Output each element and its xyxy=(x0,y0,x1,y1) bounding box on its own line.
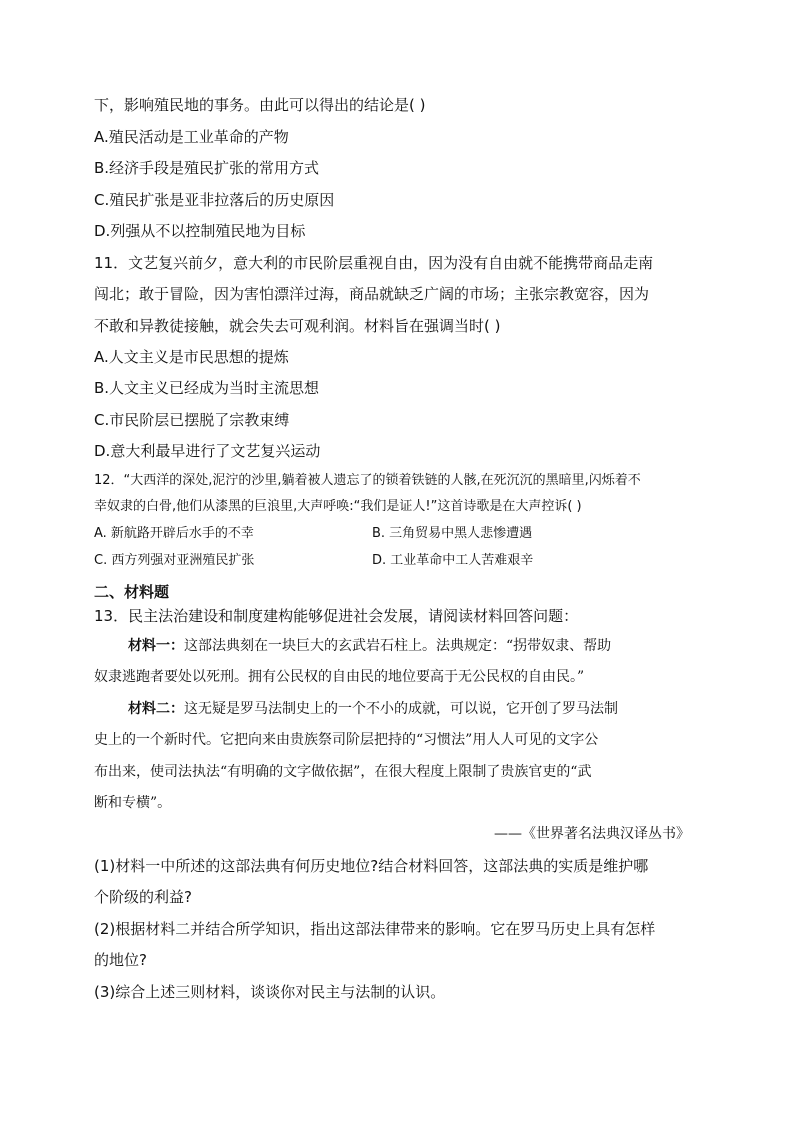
q12-stem-line-1: 12．“大西洋的深处,泥泞的沙里,躺着被人遗忘了的锁着铁链的人骸,在死沉沉的黑暗里,闪烁着不 xyxy=(94,473,641,488)
material-2-line-1 xyxy=(128,698,618,720)
source-citation: ——《世界著名法典汉译丛书》 xyxy=(494,826,690,842)
q10-option-a: A.殖民活动是工业革命的产物 xyxy=(94,128,289,146)
q11-option-a: A.人文主义是市民思想的提炼 xyxy=(94,348,289,366)
q13-part-2-line-1: (2)根据材料二并结合所学知识，指出这部法律带来的影响。它在罗马历史上具有怎样 xyxy=(94,920,656,938)
material-1-text: 这部法典刻在一块巨大的玄武岩石柱上。法典规定：“拐带奴隶、帮助 xyxy=(184,638,612,654)
material-1-line-1 xyxy=(128,635,611,657)
material-2-line-2: 史上的一个新时代。它把向来由贵族祭司阶层把持的“习惯法”用人人可见的文字公 xyxy=(94,732,599,748)
q11-stem-line-1: 11．文艺复兴前夕，意大利的市民阶层重视自由，因为没有自由就不能携带商品走南 xyxy=(94,254,654,272)
material-2-text: 这无疑是罗马法制史上的一个不小的成就，可以说，它开创了罗马法制 xyxy=(184,701,618,717)
material-2-line-4: 断和专横”。 xyxy=(94,795,172,811)
q12-option-d: D. 工业革命中工人苦难艰辛 xyxy=(372,553,534,568)
q10-option-d: D.列强从不以控制殖民地为目标 xyxy=(94,222,306,240)
q13-part-1-line-1: (1)材料一中所述的这部法典有何历史地位?结合材料回答，这部法典的实质是维护哪 xyxy=(94,857,649,875)
q12-option-b: B. 三角贸易中黑人悲惨遭遇 xyxy=(372,526,533,541)
material-1-line-2: 奴隶逃跑者要处以死刑。拥有公民权的自由民的地位要高于无公民权的自由民。” xyxy=(94,669,585,685)
q11-option-c: C.市民阶层已摆脱了宗教束缚 xyxy=(94,411,290,429)
q12-stem-line-2: 幸奴隶的白骨,他们从漆黑的巨浪里,大声呼唤:“我们是证人!”这首诗歌是在大声控诉( ) xyxy=(94,499,582,514)
q13-part-2-line-2: 的地位? xyxy=(94,951,147,969)
q11-option-b: B.人文主义已经成为当时主流思想 xyxy=(94,379,320,397)
q10-option-b: B.经济手段是殖民扩张的常用方式 xyxy=(94,159,320,177)
q13-part-3: (3)综合上述三则材料，谈谈你对民主与法制的认识。 xyxy=(94,983,446,1001)
material-2-label: 材料二： xyxy=(128,701,184,717)
q11-stem-line-3: 不敢和异教徒接触，就会失去可观利润。材料旨在强调当时( ) xyxy=(94,317,501,335)
q10-option-c: C.殖民扩张是亚非拉落后的历史原因 xyxy=(94,191,335,209)
q12-option-c: C. 西方列强对亚洲殖民扩张 xyxy=(94,553,255,568)
material-2-line-3: 布出来，使司法执法“有明确的文字做依据”，在很大程度上限制了贵族官吏的“武 xyxy=(94,764,592,780)
q13-stem: 13．民主法治建设和制度建构能够促进社会发展，请阅读材料回答问题： xyxy=(94,607,579,625)
q10-stem-end: 下，影响殖民地的事务。由此可以得出的结论是( ) xyxy=(94,96,426,114)
material-1-label: 材料一： xyxy=(128,638,184,654)
q12-option-a: A. 新航路开辟后水手的不幸 xyxy=(94,526,254,541)
q11-option-d: D.意大利最早进行了文艺复兴运动 xyxy=(94,442,321,460)
section-heading: 二、材料题 xyxy=(94,583,170,601)
q13-part-1-line-2: 个阶级的利益? xyxy=(94,888,192,906)
q11-stem-line-2: 闯北；敢于冒险，因为害怕漂洋过海，商品就缺乏广阔的市场；主张宗教宽容，因为 xyxy=(94,285,650,303)
